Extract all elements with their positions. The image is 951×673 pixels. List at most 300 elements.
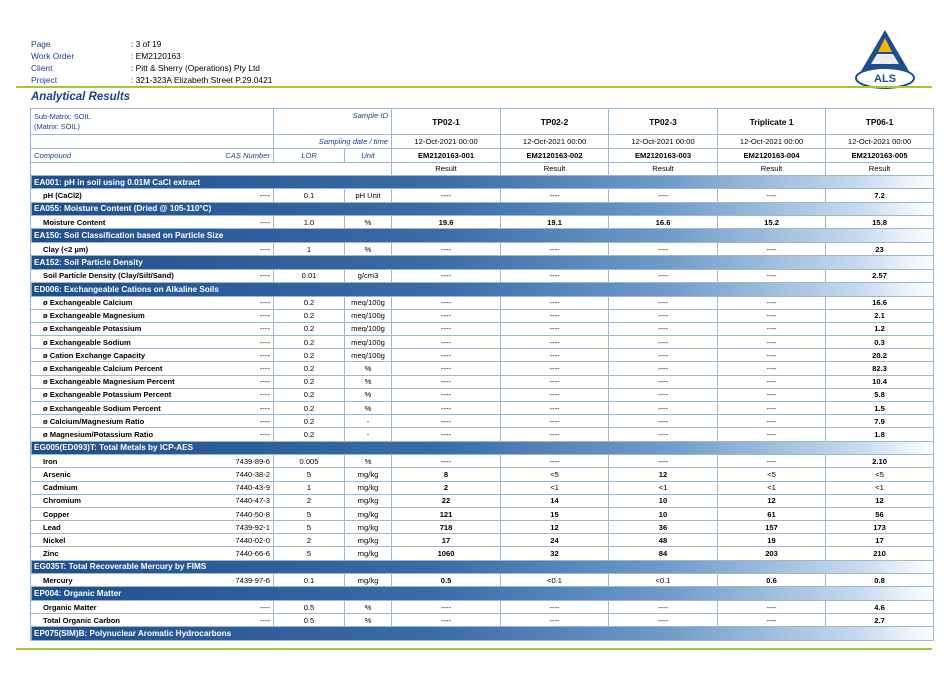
result-label-4: Result (718, 162, 826, 175)
cas-header: CAS Number (225, 150, 270, 160)
lab-id-2: EM2120163-002 (501, 148, 609, 162)
result-value: ---- (501, 362, 609, 375)
cas-number: ---- (259, 403, 270, 413)
compound-header: Compound (34, 150, 72, 160)
cas-number: 7440-50-8 (235, 509, 270, 519)
compound-name: Soil Particle Density (Clay/Silt/Sand) (43, 271, 174, 281)
result-value: 56 (826, 507, 934, 520)
result-value: ---- (609, 614, 718, 627)
group-header (31, 441, 934, 455)
result-value: <1 (718, 481, 826, 494)
logo-text: ALS (874, 73, 896, 85)
result-value: ---- (609, 309, 718, 322)
unit-value: % (345, 388, 392, 401)
results-table (30, 108, 934, 641)
result-value: 10 (609, 507, 718, 520)
unit-value: meq/100g (345, 309, 392, 322)
report-header (31, 38, 272, 86)
result-value: ---- (501, 428, 609, 441)
result-label-5: Result (826, 162, 934, 175)
unit-value: mg/kg (345, 547, 392, 560)
result-value: ---- (392, 189, 501, 202)
unit-value: mg/kg (345, 481, 392, 494)
sampling-date-row (31, 135, 934, 149)
cas-number: ---- (259, 190, 270, 200)
cas-number: 7439-92-1 (235, 522, 270, 532)
lor-value: 1 (274, 242, 345, 255)
group-header (31, 627, 934, 641)
result-value: ---- (392, 388, 501, 401)
result-value: <0.1 (609, 574, 718, 587)
unit-value: mg/kg (345, 521, 392, 534)
result-value: ---- (609, 455, 718, 468)
lor-value: 0.2 (274, 428, 345, 441)
table-row (31, 189, 934, 202)
result-value: ---- (718, 322, 826, 335)
table-row (31, 269, 934, 282)
result-value: <0.1 (501, 574, 609, 587)
result-value: 23 (826, 242, 934, 255)
result-value: ---- (718, 189, 826, 202)
result-value: 210 (826, 547, 934, 560)
lor-value: 0.5 (274, 601, 345, 614)
cas-number: ---- (259, 217, 270, 227)
work-order-label: Work Order (31, 51, 75, 61)
result-value: 84 (609, 547, 718, 560)
result-value: ---- (392, 455, 501, 468)
cas-number: ---- (259, 337, 270, 347)
lor-header: LOR (274, 148, 345, 162)
result-value: ---- (392, 362, 501, 375)
result-value: ---- (609, 601, 718, 614)
als-logo (855, 28, 915, 92)
page-label: Page (31, 39, 51, 49)
result-value: ---- (392, 428, 501, 441)
group-title: EA152: Soil Particle Density (31, 256, 934, 270)
result-value: 1.5 (826, 402, 934, 415)
result-value: ---- (718, 362, 826, 375)
group-header (31, 202, 934, 216)
sampling-date-4: 12-Oct-2021 00:00 (718, 135, 826, 149)
cas-number: 7440-38-2 (235, 469, 270, 479)
unit-value: meq/100g (345, 322, 392, 335)
sampling-date-5: 12-Oct-2021 00:00 (826, 135, 934, 149)
unit-value: % (345, 614, 392, 627)
result-value: 16.6 (609, 216, 718, 229)
result-value: ---- (718, 375, 826, 388)
result-value: ---- (501, 388, 609, 401)
page-title: Analytical Results (31, 91, 131, 103)
result-value: 16.6 (826, 296, 934, 309)
result-value: ---- (718, 296, 826, 309)
cas-number: 7440-43-9 (235, 483, 270, 493)
result-value: ---- (609, 296, 718, 309)
group-title: EG035T: Total Recoverable Mercury by FIMS (31, 560, 934, 574)
cas-number: 7440-47-3 (235, 496, 270, 506)
unit-value: % (345, 455, 392, 468)
result-value: 15.8 (826, 216, 934, 229)
result-value: ---- (501, 322, 609, 335)
client-value: : Pitt & Sherry (Operations) Pty Ltd (131, 63, 260, 73)
result-value: <1 (501, 481, 609, 494)
table-row (31, 601, 934, 614)
result-value: 0.5 (392, 574, 501, 587)
result-value: ---- (501, 415, 609, 428)
result-value: 2.10 (826, 455, 934, 468)
lor-value: 5 (274, 468, 345, 481)
result-value: ---- (501, 189, 609, 202)
table-row (31, 507, 934, 520)
result-value: 19.6 (392, 216, 501, 229)
group-title: EG005(ED093)T: Total Metals by ICP-AES (31, 441, 934, 455)
result-value: ---- (392, 322, 501, 335)
result-value: ---- (718, 455, 826, 468)
result-value: 173 (826, 521, 934, 534)
result-value: ---- (609, 336, 718, 349)
result-value: 2.1 (826, 309, 934, 322)
unit-value: mg/kg (345, 534, 392, 547)
compound-name: pH (CaCl2) (43, 190, 82, 200)
result-value: ---- (718, 601, 826, 614)
sampling-date-2: 12-Oct-2021 00:00 (501, 135, 609, 149)
compound-name: Arsenic (43, 469, 71, 479)
table-row (31, 309, 934, 322)
lor-value: 0.2 (274, 415, 345, 428)
compound-name: ø Exchangeable Sodium Percent (43, 403, 161, 413)
result-value: ---- (501, 242, 609, 255)
table-row (31, 534, 934, 547)
table-row (31, 242, 934, 255)
result-value: ---- (501, 309, 609, 322)
result-value: ---- (609, 415, 718, 428)
sample-id-label: Sample ID (274, 109, 392, 135)
lab-id-4: EM2120163-004 (718, 148, 826, 162)
unit-value: g/cm3 (345, 269, 392, 282)
table-row (31, 547, 934, 560)
sample-id-3: TP02-3 (609, 109, 718, 135)
result-value: 5.8 (826, 388, 934, 401)
unit-value: mg/kg (345, 494, 392, 507)
group-header (31, 256, 934, 270)
lor-value: 0.01 (274, 269, 345, 282)
result-value: ---- (501, 601, 609, 614)
bottom-divider (16, 648, 932, 650)
cas-number: 7440-66-6 (235, 549, 270, 559)
cas-number: ---- (259, 324, 270, 334)
lor-value: 1 (274, 481, 345, 494)
result-value: 17 (392, 534, 501, 547)
unit-value: % (345, 402, 392, 415)
result-value: ---- (718, 428, 826, 441)
result-value: ---- (392, 349, 501, 362)
cas-number: 7439-97-6 (235, 575, 270, 585)
lor-value: 0.1 (274, 189, 345, 202)
group-title: EA001: pH in soil using 0.01M CaCl extract (31, 175, 934, 189)
unit-value: mg/kg (345, 507, 392, 520)
compound-name: ø Exchangeable Magnesium Percent (43, 377, 175, 387)
result-value: 0.3 (826, 336, 934, 349)
lor-value: 0.2 (274, 362, 345, 375)
compound-name: Organic Matter (43, 602, 97, 612)
result-value: ---- (501, 375, 609, 388)
result-value: 2 (392, 481, 501, 494)
unit-header: Unit (345, 148, 392, 162)
compound-name: Total Organic Carbon (43, 615, 121, 625)
result-value: ---- (718, 242, 826, 255)
lor-value: 0.2 (274, 375, 345, 388)
result-value: ---- (609, 362, 718, 375)
result-value: 15 (501, 507, 609, 520)
table-row (31, 388, 934, 401)
result-value: 1.2 (826, 322, 934, 335)
cas-number: ---- (259, 364, 270, 374)
lor-value: 1.0 (274, 216, 345, 229)
table-row (31, 455, 934, 468)
compound-name: Copper (43, 509, 70, 519)
table-row (31, 322, 934, 335)
compound-name: ø Cation Exchange Capacity (43, 350, 146, 360)
sub-matrix-label: Sub-Matrix: SOIL (34, 111, 91, 121)
sample-id-2: TP02-2 (501, 109, 609, 135)
result-value: 36 (609, 521, 718, 534)
result-value: ---- (501, 349, 609, 362)
result-value: 203 (718, 547, 826, 560)
lor-value: 0.2 (274, 336, 345, 349)
table-row (31, 375, 934, 388)
compound-name: Moisture Content (43, 217, 106, 227)
column-header-row (31, 148, 934, 162)
result-value: <5 (826, 468, 934, 481)
client-label: Client (31, 63, 53, 73)
group-header (31, 229, 934, 243)
lor-value: 5 (274, 507, 345, 520)
sampling-date-label: Sampling date / time (274, 135, 392, 149)
result-value: 157 (718, 521, 826, 534)
table-row (31, 402, 934, 415)
lor-value: 0.5 (274, 614, 345, 627)
sampling-date-3: 12-Oct-2021 00:00 (609, 135, 718, 149)
cas-number: 7439-89-6 (235, 456, 270, 466)
result-value: ---- (609, 349, 718, 362)
result-value: ---- (609, 388, 718, 401)
sampling-date-1: 12-Oct-2021 00:00 (392, 135, 501, 149)
group-title: EP075(SIM)B: Polynuclear Aromatic Hydrocarbons (31, 627, 934, 641)
result-value: 8 (392, 468, 501, 481)
cas-number: ---- (259, 244, 270, 254)
result-value: ---- (609, 189, 718, 202)
lor-value: 5 (274, 521, 345, 534)
result-value: ---- (392, 336, 501, 349)
cas-number: ---- (259, 429, 270, 439)
result-value: 17 (826, 534, 934, 547)
result-value: ---- (392, 415, 501, 428)
result-label-2: Result (501, 162, 609, 175)
table-row (31, 614, 934, 627)
result-value: ---- (501, 296, 609, 309)
result-value: 2.57 (826, 269, 934, 282)
work-order-value: : EM2120163 (131, 51, 181, 61)
result-value: ---- (501, 455, 609, 468)
result-value: 718 (392, 521, 501, 534)
result-value: <5 (501, 468, 609, 481)
result-value: 121 (392, 507, 501, 520)
lab-id-3: EM2120163-003 (609, 148, 718, 162)
lor-value: 0.2 (274, 388, 345, 401)
project-label: Project (31, 75, 58, 85)
cas-number: ---- (259, 602, 270, 612)
compound-name: Cadmium (43, 483, 78, 493)
group-title: EP004: Organic Matter (31, 587, 934, 601)
result-value: 1060 (392, 547, 501, 560)
result-value: 12 (826, 494, 934, 507)
result-value: 19.1 (501, 216, 609, 229)
result-value: ---- (609, 322, 718, 335)
compound-name: ø Exchangeable Sodium (43, 337, 131, 347)
result-value: ---- (501, 336, 609, 349)
result-value: ---- (609, 269, 718, 282)
compound-name: Chromium (43, 496, 81, 506)
compound-name: Mercury (43, 575, 73, 585)
table-row (31, 336, 934, 349)
compound-name: ø Magnesium/Potassium Ratio (43, 429, 154, 439)
compound-name: ø Exchangeable Magnesium (43, 311, 145, 321)
result-value: 12 (718, 494, 826, 507)
result-value: ---- (501, 402, 609, 415)
result-value: 12 (501, 521, 609, 534)
result-value: 0.8 (826, 574, 934, 587)
result-value: ---- (718, 309, 826, 322)
group-header (31, 282, 934, 296)
compound-name: ø Exchangeable Potassium Percent (43, 390, 172, 400)
compound-name: Clay (<2 µm) (43, 244, 89, 254)
result-value: ---- (718, 336, 826, 349)
top-divider (16, 86, 932, 88)
result-value: 19 (718, 534, 826, 547)
group-header (31, 175, 934, 189)
cas-number: ---- (259, 311, 270, 321)
unit-value: pH Unit (345, 189, 392, 202)
result-value: 2.7 (826, 614, 934, 627)
result-value: ---- (609, 242, 718, 255)
sample-id-5: TP06-1 (826, 109, 934, 135)
result-value: 22 (392, 494, 501, 507)
result-value: 32 (501, 547, 609, 560)
table-row (31, 574, 934, 587)
result-value: ---- (718, 415, 826, 428)
result-value: ---- (392, 296, 501, 309)
lor-value: 0.2 (274, 296, 345, 309)
result-value: 7.9 (826, 415, 934, 428)
result-value: ---- (392, 269, 501, 282)
result-label-1: Result (392, 162, 501, 175)
cas-number: ---- (259, 377, 270, 387)
unit-value: meq/100g (345, 336, 392, 349)
cas-number: 7440-02-0 (235, 535, 270, 545)
result-value: 7.2 (826, 189, 934, 202)
table-row (31, 296, 934, 309)
unit-value: % (345, 362, 392, 375)
unit-value: - (345, 428, 392, 441)
result-value: 4.6 (826, 601, 934, 614)
result-value: ---- (718, 614, 826, 627)
unit-value: meq/100g (345, 296, 392, 309)
table-row (31, 349, 934, 362)
result-value: 24 (501, 534, 609, 547)
result-label-3: Result (609, 162, 718, 175)
table-row (31, 468, 934, 481)
result-value: ---- (609, 375, 718, 388)
result-value: 61 (718, 507, 826, 520)
result-value: <1 (609, 481, 718, 494)
compound-name: ø Exchangeable Calcium (43, 298, 133, 308)
sample-id-1: TP02-1 (392, 109, 501, 135)
table-row (31, 216, 934, 229)
result-value: ---- (718, 269, 826, 282)
result-value: <1 (826, 481, 934, 494)
sample-id-row (31, 109, 934, 135)
lor-value: 0.2 (274, 309, 345, 322)
lab-id-5: EM2120163-005 (826, 148, 934, 162)
group-title: EA150: Soil Classification based on Particle Size (31, 229, 934, 243)
result-value: ---- (392, 402, 501, 415)
cas-number: ---- (259, 416, 270, 426)
page-value: : 3 of 19 (131, 39, 162, 49)
lor-value: 0.005 (274, 455, 345, 468)
lor-value: 0.2 (274, 349, 345, 362)
unit-value: mg/kg (345, 468, 392, 481)
cas-number: ---- (259, 615, 270, 625)
lor-value: 2 (274, 534, 345, 547)
sample-id-4: Triplicate 1 (718, 109, 826, 135)
matrix-label: (Matrix: SOIL) (34, 121, 80, 131)
table-row (31, 362, 934, 375)
result-value: 15.2 (718, 216, 826, 229)
result-value: ---- (392, 309, 501, 322)
compound-name: ø Calcium/Magnesium Ratio (43, 416, 145, 426)
table-row (31, 481, 934, 494)
result-value: ---- (609, 402, 718, 415)
lor-value: 0.2 (274, 402, 345, 415)
table-row (31, 415, 934, 428)
compound-name: Lead (43, 522, 61, 532)
compound-name: ø Exchangeable Calcium Percent (43, 364, 163, 374)
unit-value: - (345, 415, 392, 428)
result-value: ---- (501, 614, 609, 627)
result-value: 12 (609, 468, 718, 481)
lor-value: 0.1 (274, 574, 345, 587)
group-header (31, 560, 934, 574)
unit-value: mg/kg (345, 574, 392, 587)
result-value: 14 (501, 494, 609, 507)
cas-number: ---- (259, 271, 270, 281)
lor-value: 5 (274, 547, 345, 560)
cas-number: ---- (259, 298, 270, 308)
compound-name: Nickel (43, 535, 66, 545)
table-row (31, 428, 934, 441)
result-value: ---- (609, 428, 718, 441)
lor-value: 2 (274, 494, 345, 507)
unit-value: % (345, 601, 392, 614)
result-value: 20.2 (826, 349, 934, 362)
result-value: ---- (718, 349, 826, 362)
result-value: ---- (501, 269, 609, 282)
result-value: ---- (392, 601, 501, 614)
compound-name: ø Exchangeable Potassium (43, 324, 142, 334)
unit-value: % (345, 375, 392, 388)
table-row (31, 494, 934, 507)
result-value: ---- (718, 388, 826, 401)
table-row (31, 521, 934, 534)
